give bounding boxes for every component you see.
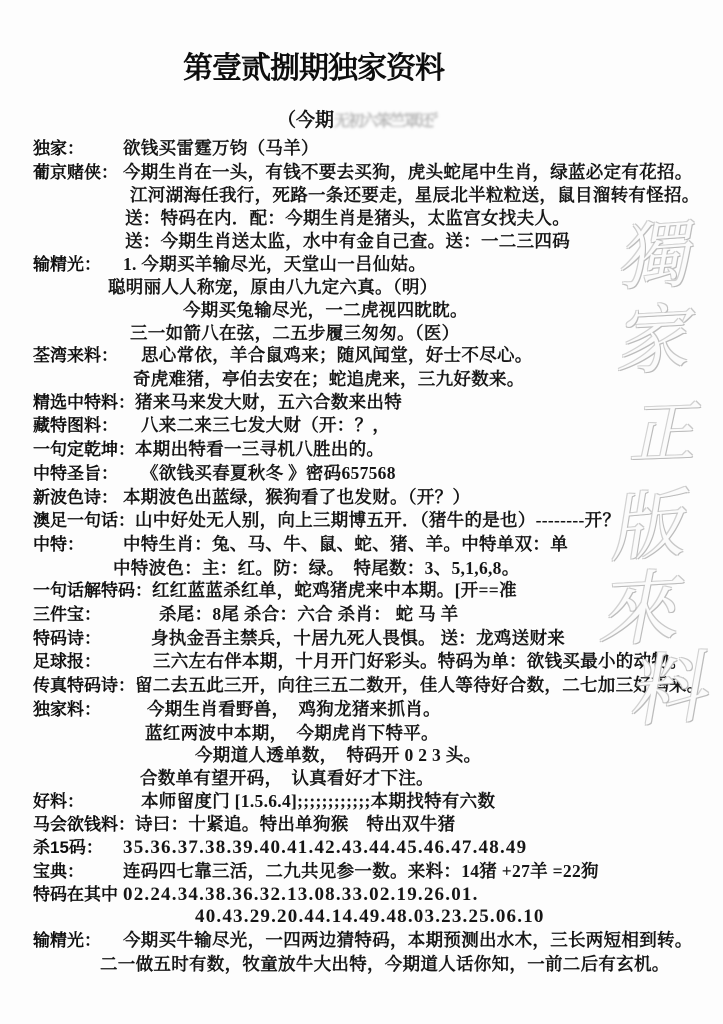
tip-row-label: 输精光： — [33, 930, 101, 950]
tip-row-text: 江河湖海任我行，死路一条还要走，星辰北半粒粒送，鼠目溜转有怪招。 — [130, 185, 700, 206]
tip-row — [33, 184, 717, 207]
tip-row — [33, 579, 717, 603]
tip-row-label: 荃湾来料： — [33, 346, 118, 366]
subtitle — [0, 105, 723, 132]
tip-row — [33, 906, 717, 929]
tip-row-text: 中特波色：主：红。防：绿。 特尾数：3、5,1,6,8。 — [113, 557, 520, 578]
tip-row-text: 今期道人透单数， 特码开 0 2 3 头。 — [195, 745, 482, 766]
tip-row-label: 一句话解特码： — [33, 581, 152, 601]
subtitle-prefix: （今期 — [277, 110, 335, 131]
tip-row — [33, 650, 717, 674]
tip-row-text: 红红蓝蓝杀红单，蛇鸡猪虎来中本期。[开==准 — [152, 580, 517, 601]
tip-row — [33, 414, 717, 438]
tip-row — [33, 438, 717, 462]
tip-row-label: 传真特码诗： — [33, 676, 135, 696]
tip-row-label: 马会欲钱料： — [33, 815, 135, 835]
tip-row — [33, 391, 717, 415]
tip-row-text: 今期生肖在一头，有钱不要去买狗，虎头蛇尾中生肖，绿蓝必定有花招。 — [123, 161, 693, 182]
tip-row — [33, 486, 717, 510]
tip-row-text: 今期买兔输尽光，一二虎视四眈眈。 — [183, 299, 468, 320]
tip-row — [33, 860, 717, 884]
tip-row-label: 特码在其中 — [33, 884, 118, 904]
tip-row — [33, 207, 717, 230]
tip-row — [33, 744, 717, 767]
tip-row-text: 三一如箭八在弦，二五步履三匆匆。（医） — [130, 322, 460, 343]
tip-row-text: 杀尾：8尾 杀合：六合 杀肖： 蛇 马 羊 — [159, 604, 459, 625]
tip-row-label: 藏特图料： — [33, 416, 118, 436]
tip-row — [33, 603, 717, 627]
tip-row-label: 杀15码： — [33, 838, 103, 858]
tip-row — [33, 722, 717, 745]
tip-row-text: 今期买牛输尽光，一四两边猜特码，本期预测出水木，三长两短相到转。 — [123, 929, 693, 950]
content-rows — [0, 137, 723, 975]
tip-row-text: 1. 今期买羊输尽光，天堂山一吕仙姑。 — [123, 253, 427, 274]
tip-row-text: 三六左右伴本期，十月开门好彩头。特码为单：欲钱买最小的动物。 — [153, 651, 687, 672]
tip-row — [33, 953, 717, 976]
tip-row-label: 中特： — [33, 534, 84, 554]
tip-row — [33, 368, 717, 391]
tip-row-label: 精选中特料： — [33, 392, 135, 412]
tip-row-text: 聪明丽人人称宠，原由八九定六真。（明） — [108, 277, 438, 298]
tip-row — [33, 674, 717, 698]
tip-row-label: 特码诗： — [33, 628, 101, 648]
tip-row-label: 葡京赌侠： — [33, 162, 118, 182]
tip-row-text: 二一做五时有数，牧童放牛大出特，今期道人话你知，一前二后有玄机。 — [100, 953, 670, 974]
subtitle-smudge-text: 无初六笨竺罩还〞 — [334, 113, 447, 130]
watermark-char: 獨 — [613, 214, 692, 300]
tip-row-text: 猪来马来发大财，五六合数来出特 — [135, 391, 402, 412]
watermark-char: 來 — [594, 564, 679, 658]
tip-row-text: 本期波色出蓝绿，猴狗看了也发财。（开？） — [123, 486, 471, 507]
tip-row-text: 《欲钱买春夏秋冬 》密码657568 — [141, 462, 396, 483]
tip-row-text: 欲钱买雷霆万钧（马羊） — [123, 138, 319, 158]
watermark-char: 正 — [626, 396, 696, 473]
tip-row-label: 独家： — [33, 139, 84, 158]
tip-row-text: 连码四七靠三活，二九共见参一数。来料：14猪 +27羊 =22狗 — [123, 860, 599, 881]
tip-row — [33, 344, 717, 368]
tip-row-label: 新波色诗： — [33, 487, 118, 507]
tip-row — [33, 230, 717, 253]
tip-row — [33, 557, 717, 580]
tip-row-text: 送：今期生肖送太监，水中有金自己查。送：一二三四码 — [125, 230, 570, 251]
tip-row-label: 一句定乾坤： — [33, 440, 135, 460]
tip-row-text: 40.43.29.20.44.14.49.48.03.23.25.06.10 — [195, 906, 545, 928]
tip-row — [33, 299, 717, 322]
tip-row — [33, 533, 717, 557]
tip-row — [33, 767, 717, 790]
tip-row-text: 本期出特看一三寻机八胜出的。 — [135, 439, 385, 460]
tip-row — [33, 276, 717, 299]
tip-row-text: 合数单有望开码， 认真看好才下注。 — [140, 767, 434, 788]
tip-row-label: 澳足一句话： — [33, 511, 135, 531]
tip-row — [33, 884, 717, 907]
tip-row — [33, 813, 717, 837]
tip-row — [33, 837, 717, 860]
tip-row-text: 奇虎难猪，亭伯去安在；蛇追虎来，三九好数来。 — [133, 369, 525, 390]
tip-row-text: 35.36.37.38.39.40.41.42.43.44.45.46.47.48.49 — [123, 837, 528, 859]
tip-row — [33, 627, 717, 651]
tip-row-text: 送：特码在内．配：今期生肖是猪头，太监宫女找夫人。 — [125, 208, 570, 229]
tip-row-text: 本师留度门 [1.5.6.4];;;;;;;;;;;;本期找特有六数 — [141, 790, 496, 811]
tip-row-text: 八来二来三七发大财（开：？， — [141, 415, 391, 436]
tip-row-text: 今期生肖看野兽， 鸡狗龙猪来抓肖。 — [147, 698, 441, 719]
watermark-char: 版 — [605, 483, 687, 573]
tip-row-text: 思心常依，羊合鼠鸡来；随风闻堂，好士不尽心。 — [141, 345, 533, 366]
tip-row-label: 独家料： — [33, 699, 101, 719]
watermark-char: 料 — [623, 644, 708, 737]
tip-row-label: 三件宝： — [33, 605, 101, 625]
tip-row — [33, 462, 717, 486]
tip-row-text: 02.24.34.38.36.32.13.08.33.02.19.26.01. — [123, 883, 479, 905]
tip-row-text: 留二去五此三开，向往三五二数开，佳人等待好合数，二七加三好码来。 — [135, 675, 705, 696]
tip-row-label: 中特圣旨： — [33, 463, 118, 483]
tip-row — [33, 137, 717, 161]
tip-row-text: 身执金吾主禁兵，十居九死人畏惧。 送：龙鸡送财来 — [151, 627, 566, 648]
tip-row-label: 宝典： — [33, 861, 84, 881]
tip-row-label: 输精光： — [33, 254, 101, 274]
tip-row-text: 山中好处无人别，向上三期博五开．（猪牛的是也）--------开？ — [135, 510, 621, 531]
tip-row — [33, 322, 717, 345]
tip-row-label: 足球报： — [33, 652, 101, 672]
tip-row — [33, 161, 717, 185]
watermark-char: 家 — [611, 299, 690, 385]
tip-row — [33, 929, 717, 953]
tip-row — [33, 509, 717, 533]
tip-row-text: 蓝红两波中本期， 今期虎肖下特平。 — [145, 722, 439, 743]
tip-row-label: 好料： — [33, 791, 84, 811]
tip-row-text: 诗曰：十紧追。特出单狗猴 特出双牛猪 — [135, 814, 456, 835]
tip-row — [33, 790, 717, 814]
tip-row — [33, 253, 717, 277]
page-title: 第壹贰捌期独家资料 — [183, 52, 444, 85]
tip-row-text: 中特生肖：兔、马、牛、鼠、蛇、猪、羊。中特单双：单 — [123, 533, 568, 554]
tip-row — [33, 698, 717, 722]
